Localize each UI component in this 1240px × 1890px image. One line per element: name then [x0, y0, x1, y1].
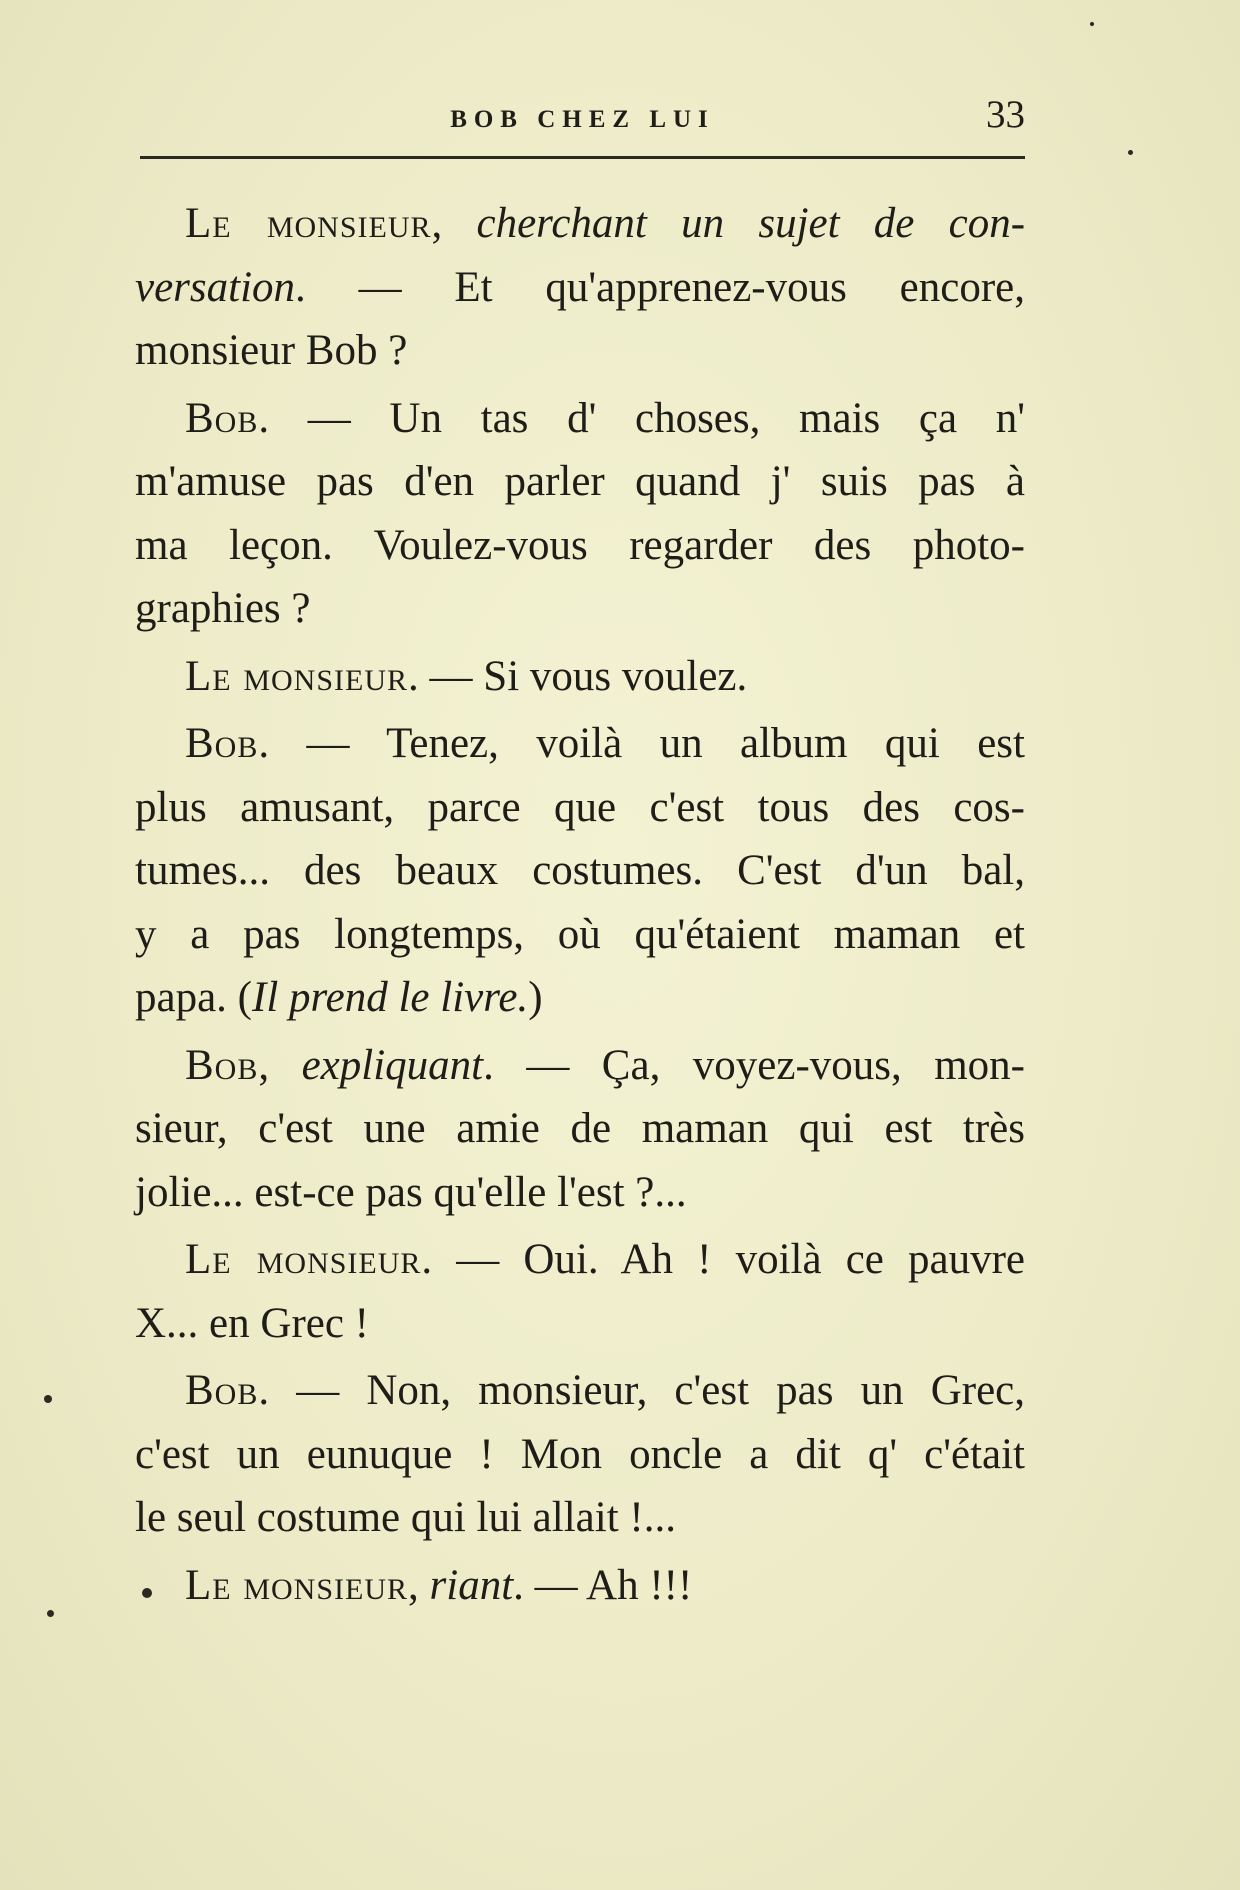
dialogue-text: . — Un tas d' choses, mais ça n' — [258, 394, 1025, 442]
dialogue-text: jolie... est-ce pas qu'elle l'est ?... — [135, 1168, 687, 1216]
text-line — [135, 776, 1025, 840]
text-line — [135, 450, 1025, 514]
page-number: 33 — [986, 93, 1025, 136]
paragraph — [135, 1359, 1025, 1550]
speaker-name: Bob — [185, 720, 259, 767]
dialogue-text: c'est un eunuque ! Mon oncle a dit q' c'était — [135, 1430, 1025, 1478]
dialogue-text: . — Oui. Ah ! voilà ce pauvre — [421, 1236, 1025, 1283]
body-text — [135, 192, 1025, 1621]
stage-direction: riant — [429, 1561, 514, 1609]
text-line — [135, 966, 1025, 1030]
paragraph — [135, 1554, 1025, 1618]
paragraph — [135, 387, 1025, 641]
speaker-name: Bob — [185, 1041, 259, 1089]
header-rule — [140, 156, 1025, 159]
dialogue-text: , — [408, 1561, 430, 1609]
dialogue-text: X... en Grec ! — [135, 1299, 370, 1347]
text-line — [135, 577, 1025, 641]
paragraph — [135, 712, 1025, 1030]
text-line — [135, 645, 1025, 709]
dialogue-text: . — Tenez, voilà un album qui est — [258, 720, 1025, 767]
text-line — [135, 712, 1025, 776]
speaker-name: Le monsieur — [185, 1561, 409, 1609]
ink-speck — [142, 1588, 152, 1598]
text-line — [135, 839, 1025, 903]
stage-direction: expliquant — [301, 1041, 484, 1089]
text-line — [135, 903, 1025, 967]
dialogue-text: graphies ? — [135, 585, 311, 632]
dialogue-text: . — Si vous voulez. — [408, 652, 748, 700]
dialogue-text: ma leçon. Voulez-vous regarder des photo- — [135, 521, 1025, 569]
stage-direction: Il prend le livre. — [252, 974, 529, 1021]
dialogue-text: . — Ah !!! — [513, 1561, 693, 1609]
dialogue-text: . — Et qu'apprenez-vous encore, — [295, 263, 1025, 311]
text-line — [135, 1292, 1025, 1356]
text-line — [135, 1097, 1025, 1161]
speaker-name: Bob — [185, 394, 259, 442]
ink-speck — [1128, 150, 1133, 155]
dialogue-text: tumes... des beaux costumes. C'est d'un bal, — [135, 847, 1025, 894]
speaker-name: Le monsieur — [185, 200, 432, 247]
text-line — [135, 1034, 1025, 1098]
text-line — [135, 1554, 1025, 1618]
text-line — [135, 192, 1025, 256]
stage-direction: cherchant un sujet de con- — [476, 200, 1026, 247]
paragraph — [135, 645, 1025, 709]
speaker-name: Bob — [185, 1367, 259, 1414]
dialogue-text: le seul costume qui lui allait !... — [135, 1494, 676, 1541]
text-line — [135, 1486, 1025, 1550]
speaker-name: Le monsieur — [185, 1236, 422, 1283]
speaker-name: Le monsieur — [185, 652, 409, 700]
dialogue-text: sieur, c'est une amie de maman qui est très — [135, 1105, 1025, 1152]
ink-speck — [47, 1610, 54, 1617]
dialogue-text: ) — [528, 974, 543, 1021]
text-line — [135, 1161, 1025, 1225]
text-line — [135, 514, 1025, 578]
paragraph — [135, 192, 1025, 383]
ink-speck — [1090, 22, 1094, 26]
dialogue-text: y a pas longtemps, où qu'étaient maman et — [135, 910, 1025, 958]
dialogue-text: . — Non, monsieur, c'est pas un Grec, — [258, 1367, 1025, 1414]
paragraph — [135, 1034, 1025, 1225]
paragraph — [135, 1228, 1025, 1355]
dialogue-text: . — Ça, voyez-vous, mon- — [483, 1041, 1026, 1089]
dialogue-text: , — [258, 1041, 302, 1089]
dialogue-text: plus amusant, parce que c'est tous des cos- — [135, 783, 1025, 831]
stage-direction: versation — [135, 263, 296, 311]
page-header — [140, 92, 1025, 142]
text-line — [135, 319, 1025, 383]
running-head: BOB CHEZ LUI — [450, 106, 715, 133]
text-line — [135, 387, 1025, 451]
text-line — [135, 256, 1025, 320]
dialogue-text: monsieur Bob ? — [135, 327, 408, 374]
text-line — [135, 1228, 1025, 1292]
text-line — [135, 1359, 1025, 1423]
dialogue-text: , — [431, 200, 477, 247]
text-line — [135, 1423, 1025, 1487]
dialogue-text: papa. ( — [135, 974, 252, 1021]
ink-speck — [44, 1395, 52, 1403]
dialogue-text: m'amuse pas d'en parler quand j' suis pas à — [135, 458, 1025, 505]
